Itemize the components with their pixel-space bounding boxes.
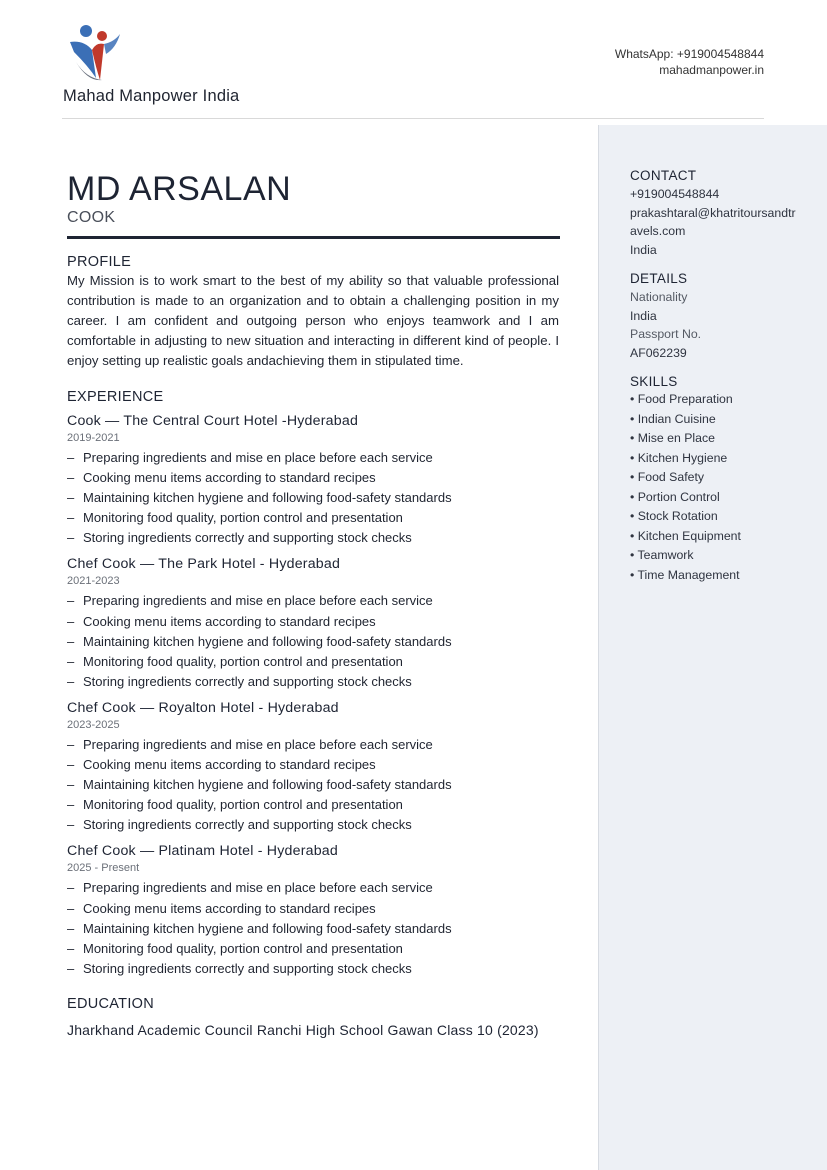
whatsapp-number: WhatsApp: +919004548844 [614, 47, 764, 61]
contact-email[interactable]: prakashtaral@khatritoursandtravels.com [630, 205, 796, 238]
skill-item: • Teamwork [630, 548, 694, 562]
duty-item: – Preparing ingredients and mise en place before each service [67, 736, 433, 752]
skill-item: • Stock Rotation [630, 509, 718, 523]
skill-item: • Kitchen Hygiene [630, 450, 728, 465]
name-divider [67, 236, 560, 239]
skills-section [630, 374, 800, 585]
duty-item: – Monitoring food quality, portion control and presentation [67, 653, 403, 669]
job-dates: 2021-2023 [67, 575, 120, 588]
duty-item: – Preparing ingredients and mise en place before each service [67, 450, 433, 465]
job-duties [67, 591, 559, 691]
candidate-role: COOK [67, 209, 116, 226]
nationality-value: India [630, 308, 657, 323]
job-duties [67, 448, 559, 548]
skill-item: • Mise en Place [630, 431, 715, 445]
duty-item: – Storing ingredients correctly and supporting stock checks [67, 817, 412, 833]
sidebar-content [630, 168, 800, 585]
passport-label: Passport No. [630, 327, 702, 341]
duty-item: – Maintaining kitchen hygiene and following food-safety standards [67, 777, 452, 793]
job-duties [67, 878, 559, 978]
job-entry [67, 413, 559, 548]
job-duties [67, 735, 559, 835]
nationality-label: Nationality [630, 290, 688, 304]
education-heading: EDUCATION [67, 995, 155, 1012]
skills-list [630, 390, 800, 585]
profile-heading: PROFILE [67, 254, 132, 270]
duty-item: – Cooking menu items according to standard recipes [67, 470, 376, 486]
duty-item: – Maintaining kitchen hygiene and following food-safety standards [67, 490, 452, 506]
skill-item: • Food Safety [630, 470, 705, 484]
duty-item: – Maintaining kitchen hygiene and following food-safety standards [67, 633, 452, 649]
duty-item: – Preparing ingredients and mise en place before each service [67, 593, 433, 609]
duty-item: – Monitoring food quality, portion control and presentation [67, 797, 403, 813]
skill-item: • Time Management [630, 567, 740, 582]
profile-text: My Mission is to work smart to the best of my ability so that valuable professional contribution is made to an organization and to obtain a challenging position in my career. I am confident and outgoing person who enjoys teamwork and I am comfortable in adjusting to new situation and interacting in different kind of people. I enjoy setting up realistic goals andachieving them in stipulated time. [67, 273, 559, 368]
skills-heading: SKILLS [630, 374, 678, 389]
candidate-name: MD ARSALAN [67, 170, 292, 208]
duty-item: – Storing ingredients correctly and supporting stock checks [67, 530, 412, 546]
company-name: Mahad Manpower India [63, 87, 240, 105]
skill-item: • Portion Control [630, 489, 720, 504]
experience-heading: EXPERIENCE [67, 389, 164, 405]
skill-item: • Food Preparation [630, 392, 733, 406]
passport-value: AF062239 [630, 345, 687, 360]
contact-heading: CONTACT [630, 168, 697, 183]
skill-item: • Kitchen Equipment [630, 528, 741, 543]
duty-item: – Cooking menu items according to standard recipes [67, 900, 376, 916]
duty-item: – Monitoring food quality, portion control and presentation [67, 510, 403, 526]
job-title: Cook — The Central Court Hotel -Hyderabad [67, 413, 359, 429]
main-column [67, 170, 559, 1040]
job-title: Chef Cook — Royalton Hotel - Hyderabad [67, 699, 339, 716]
job-dates: 2025 - Present [67, 862, 140, 875]
people-logo-icon [66, 22, 122, 82]
job-entry [67, 843, 559, 978]
website-link[interactable]: mahadmanpower.in [659, 63, 764, 77]
duty-item: – Preparing ingredients and mise en place before each service [67, 880, 433, 896]
details-heading: DETAILS [630, 271, 688, 286]
contact-country: India [630, 242, 657, 257]
duty-item: – Cooking menu items according to standard recipes [67, 757, 376, 773]
job-entry [67, 700, 559, 835]
job-title: Chef Cook — The Park Hotel - Hyderabad [67, 556, 341, 573]
job-dates: 2023-2025 [67, 718, 120, 731]
skill-item: • Indian Cuisine [630, 411, 716, 426]
header-contact [615, 46, 764, 78]
contact-section [630, 168, 800, 259]
details-section [630, 271, 800, 362]
education-entry: Jharkhand Academic Council Ranchi High School Gawan Class 10 (2023) [67, 1021, 539, 1038]
contact-phone: +919004548844 [630, 187, 720, 201]
duty-item: – Storing ingredients correctly and supporting stock checks [67, 960, 412, 976]
job-title: Chef Cook — Platinam Hotel - Hyderabad [67, 843, 338, 860]
duty-item: – Monitoring food quality, portion control and presentation [67, 940, 403, 956]
header-divider [62, 118, 764, 119]
job-dates: 2019-2021 [67, 432, 120, 444]
job-entry [67, 556, 559, 691]
duty-item: – Maintaining kitchen hygiene and following food-safety standards [67, 920, 452, 936]
duty-item: – Cooking menu items according to standard recipes [67, 613, 376, 629]
duty-item: – Storing ingredients correctly and supporting stock checks [67, 673, 412, 689]
